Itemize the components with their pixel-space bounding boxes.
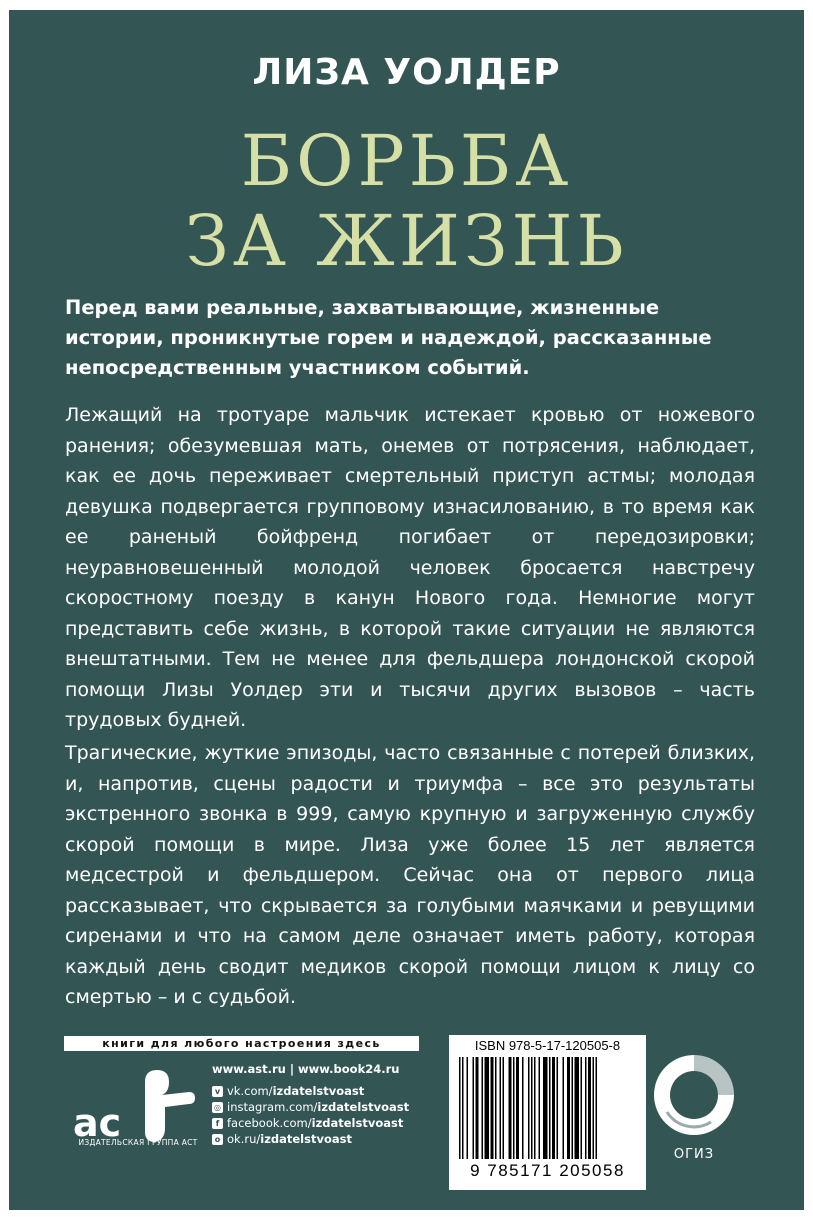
barcode-bar	[495, 1057, 497, 1159]
barcode-bar	[491, 1057, 494, 1159]
publisher-name: ИЗДАТЕЛЬСКАЯ ГРУППА АСТ	[78, 1138, 198, 1147]
barcode-bar	[534, 1057, 536, 1159]
barcode-bar	[575, 1057, 580, 1159]
ogiz-ring-icon	[654, 1055, 734, 1135]
barcode	[455, 1057, 640, 1161]
barcode-bar	[476, 1057, 479, 1159]
barcode-bar	[596, 1057, 598, 1159]
barcode-bar	[516, 1057, 519, 1159]
barcode-bar	[528, 1057, 530, 1159]
barcode-bar	[572, 1057, 574, 1159]
instagram-icon: ◎	[212, 1102, 223, 1113]
barcode-bar	[539, 1057, 541, 1159]
barcode-bar	[567, 1057, 570, 1159]
book-title-line-1: БОРЬБА	[240, 120, 573, 202]
ean-digits: 9 785171 205058	[470, 1161, 625, 1180]
ast-logo-text: ас	[73, 1101, 122, 1145]
barcode-bar	[557, 1057, 559, 1159]
barcode-bar	[482, 1057, 484, 1159]
social-links	[212, 1083, 409, 1147]
imprint-name: ОГИЗ	[673, 1147, 715, 1162]
barcode-bar	[588, 1057, 591, 1159]
description-paragraph-1: Лежащий на тротуаре мальчик истекает кровью от ножевого ранения; обезумевшая мать, онемев от потрясения, наблюдает, как ее дочь переживает смертельный приступ астмы; молодая девушка подвергается групповому изнасилованию, в то время как ее раненый бойфренд погибает от передозировки; неуравновешенный молодой человек бросается навстречу скоростному поезду в канун Нового года. Немногие могут представить себе жизнь, в которой такие ситуации не являются внештатными. Тем не менее для фельдшера лондонской скорой помощи Лизы Уолдер эти и тысячи других вызовов – часть трудовых будней.	[65, 404, 755, 731]
barcode-bar	[459, 1057, 461, 1159]
social-link-vk[interactable]: v vk.com/ izdatelstvoast	[212, 1083, 409, 1099]
barcode-bar	[581, 1057, 583, 1159]
website-links[interactable]: www.ast.ru | www.book24.ru	[212, 1062, 400, 1076]
barcode-bar	[485, 1057, 490, 1159]
lead-text	[65, 293, 755, 383]
odnoklassniki-icon: o	[212, 1134, 223, 1145]
barcode-bar	[552, 1057, 555, 1159]
barcode-bar	[500, 1057, 502, 1159]
barcode-bar	[522, 1057, 524, 1159]
tagline-strip: книги для любого настроения здесь	[64, 1036, 419, 1051]
barcode-bar	[473, 1057, 475, 1159]
social-link-instagram[interactable]: ◎ instagram.com/ izdatelstvoast	[214, 1100, 410, 1114]
back-cover	[9, 10, 804, 1210]
barcode-bar	[513, 1057, 515, 1159]
barcode-bar	[503, 1057, 505, 1159]
barcode-panel	[449, 1035, 646, 1190]
barcode-bar	[563, 1057, 565, 1159]
barcode-bar	[467, 1057, 469, 1159]
social-link-odnoklassniki[interactable]: o ok.ru/ izdatelstvoast	[212, 1131, 409, 1147]
barcode-bar	[462, 1057, 464, 1159]
author-name: ЛИЗА УОЛДЕР	[252, 52, 561, 93]
lead-line: непосредственным участником событий.	[65, 356, 530, 379]
lead-line: истории, проникнутые горем и надеждой, рассказанные	[65, 326, 712, 349]
vk-icon: v	[212, 1086, 223, 1097]
ogiz-logo	[649, 1050, 739, 1140]
barcode-bar	[585, 1057, 587, 1159]
barcode-bar	[531, 1057, 533, 1159]
social-link-facebook[interactable]: f facebook.com/ izdatelstvoast	[212, 1115, 409, 1131]
barcode-bar	[549, 1057, 551, 1159]
lead-line: Перед вами реальные, захватывающие, жизненные	[65, 296, 660, 319]
barcode-bar	[593, 1057, 595, 1159]
barcode-bar	[543, 1057, 548, 1159]
barcode-bar	[509, 1057, 512, 1159]
book-title-line-2: ЗА ЖИЗНЬ	[185, 200, 628, 282]
facebook-icon: f	[212, 1118, 223, 1129]
isbn-number: ISBN 978-5-17-120505-8	[474, 1038, 621, 1053]
ast-figure-logo	[145, 1070, 195, 1142]
description-paragraph-2: Трагические, жуткие эпизоды, часто связанные с потерей близких, и, напротив, сцены радости и триумфа – все это результаты экстренного звонка в 999, самую крупную и загруженную службу скорой помощи в мире. Лиза уже более 15 лет является медсестрой и фельдшером. Сейчас она от первого лица рассказывает, что скрывается за голубыми маячками и ревущими сиренами и что на самом деле означает иметь работу, которая каждый день сводит медиков скорой помощи лицом к лицу со смертью – и с судьбой.	[65, 742, 755, 1008]
